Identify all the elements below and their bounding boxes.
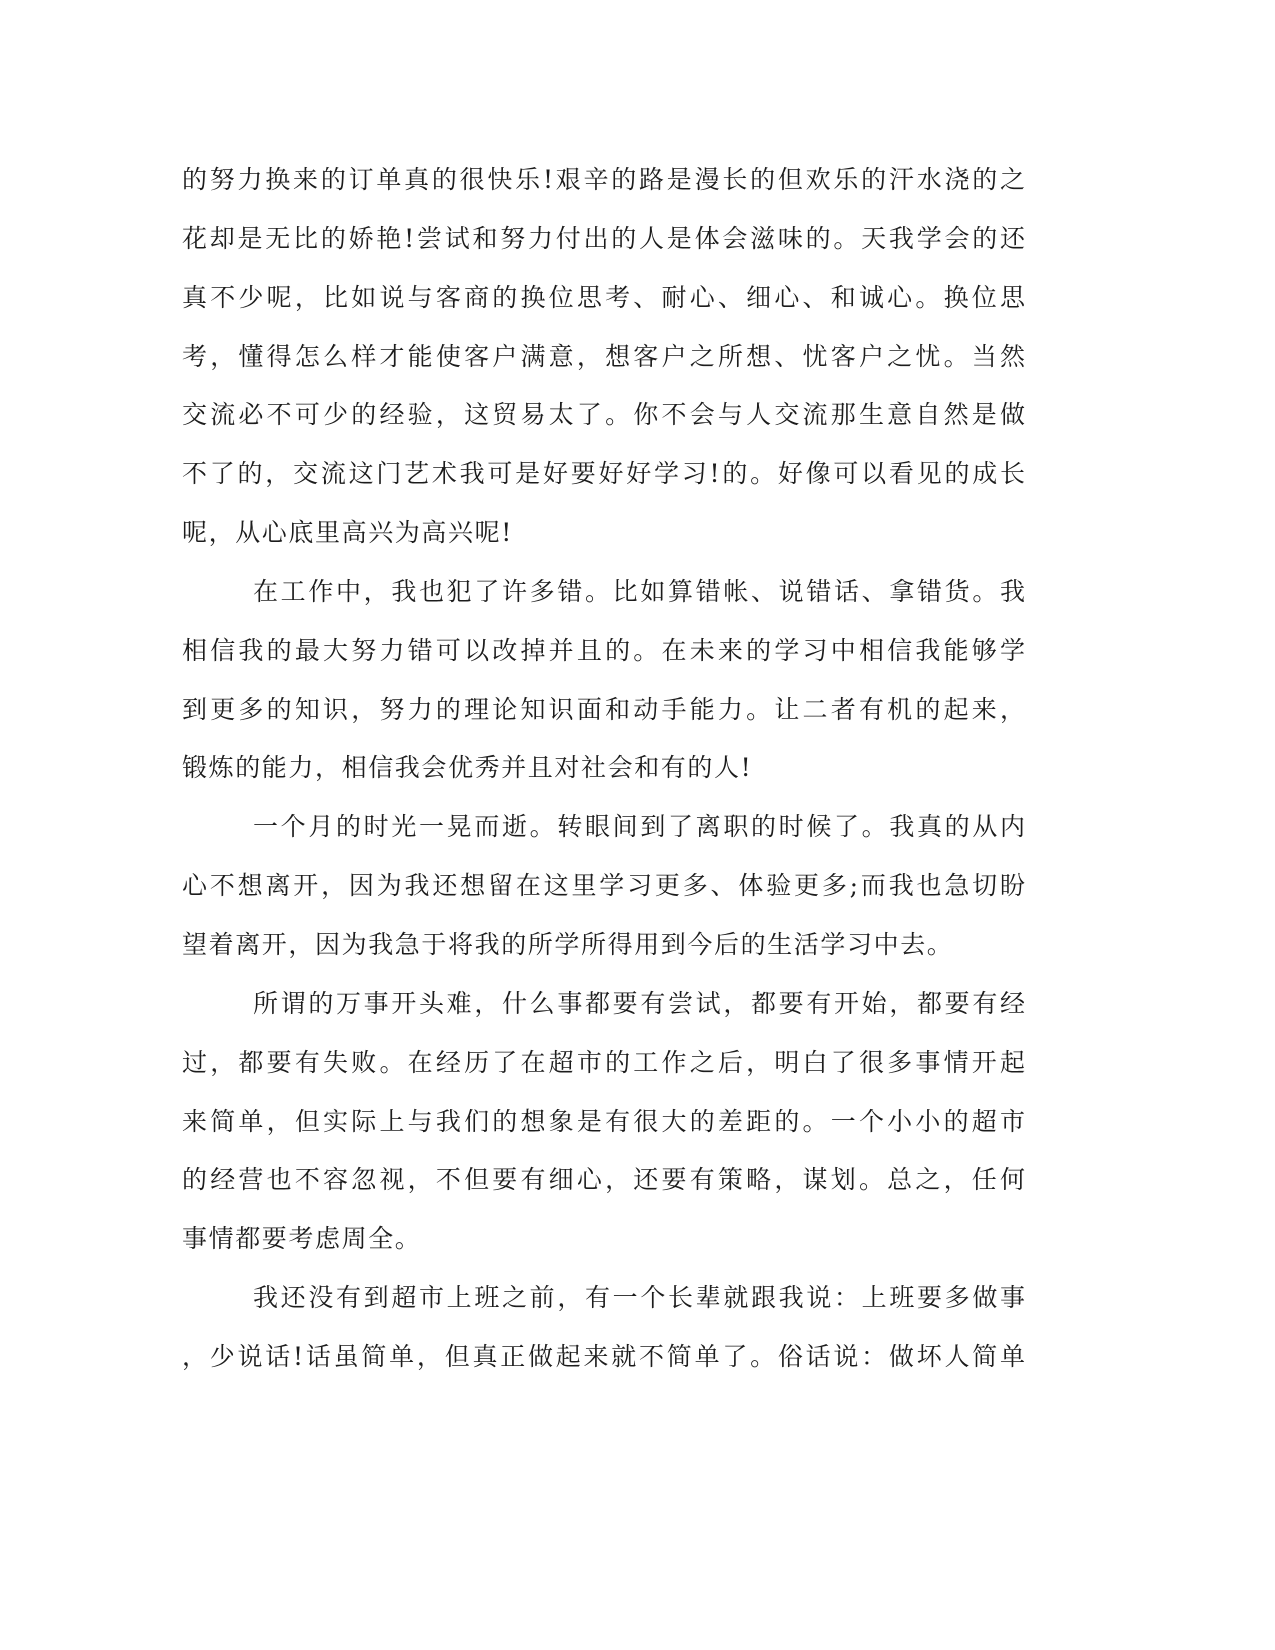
text-line: 过，都要有失败。在经历了在超市的工作之后，明白了很多事情开起 [182,1047,1025,1077]
text-line: ，少说话!话虽简单，但真正做起来就不简单了。俗话说：做坏人简单 [182,1341,1025,1371]
paragraph-5 [182,1269,1025,1387]
text-line: 真不少呢，比如说与客商的换位思考、耐心、细心、和诚心。换位思 [182,282,1025,312]
text-line: 花却是无比的娇艳!尝试和努力付出的人是体会滋味的。天我学会的还 [182,223,1025,253]
text-line: 锻炼的能力，相信我会优秀并且对社会和有的人! [182,753,753,783]
document-body [182,151,1025,1387]
text-line: 事情都要考虑周全。 [182,1224,422,1254]
paragraph-4 [182,975,1025,1269]
text-line: 我还没有到超市上班之前，有一个长辈就跟我说：上班要多做事 [253,1283,1025,1313]
text-line: 望着离开，因为我急于将我的所学所得用到今后的生活学习中去。 [182,929,954,959]
text-line: 的经营也不容忽视，不但要有细心，还要有策略，谋划。总之，任何 [182,1165,1025,1195]
paragraph-1 [182,151,1025,563]
text-line: 在工作中，我也犯了许多错。比如算错帐、说错话、拿错货。我 [253,576,1025,606]
text-line: 交流必不可少的经验，这贸易太了。你不会与人交流那生意自然是做 [182,400,1025,430]
text-line: 心不想离开，因为我还想留在这里学习更多、体验更多;而我也急切盼 [182,871,1025,901]
text-line: 考，懂得怎么样才能使客户满意，想客户之所想、忧客户之忧。当然 [182,341,1025,371]
text-line: 呢，从心底里高兴为高兴呢! [182,518,513,548]
paragraph-3 [182,798,1025,975]
text-line: 不了的，交流这门艺术我可是好要好好学习!的。好像可以看见的成长 [182,459,1025,489]
text-line: 相信我的最大努力错可以改掉并且的。在未来的学习中相信我能够学 [182,635,1025,665]
text-line: 到更多的知识，努力的理论知识面和动手能力。让二者有机的起来， [182,694,1025,724]
text-line: 的努力换来的订单真的很快乐!艰辛的路是漫长的但欢乐的汗水浇的之 [182,165,1025,194]
text-line: 一个月的时光一晃而逝。转眼间到了离职的时候了。我真的从内 [253,812,1025,842]
paragraph-2 [182,563,1025,798]
text-line: 所谓的万事开头难，什么事都要有尝试，都要有开始，都要有经 [253,988,1025,1018]
text-line: 来简单，但实际上与我们的想象是有很大的差距的。一个小小的超市 [182,1106,1025,1136]
